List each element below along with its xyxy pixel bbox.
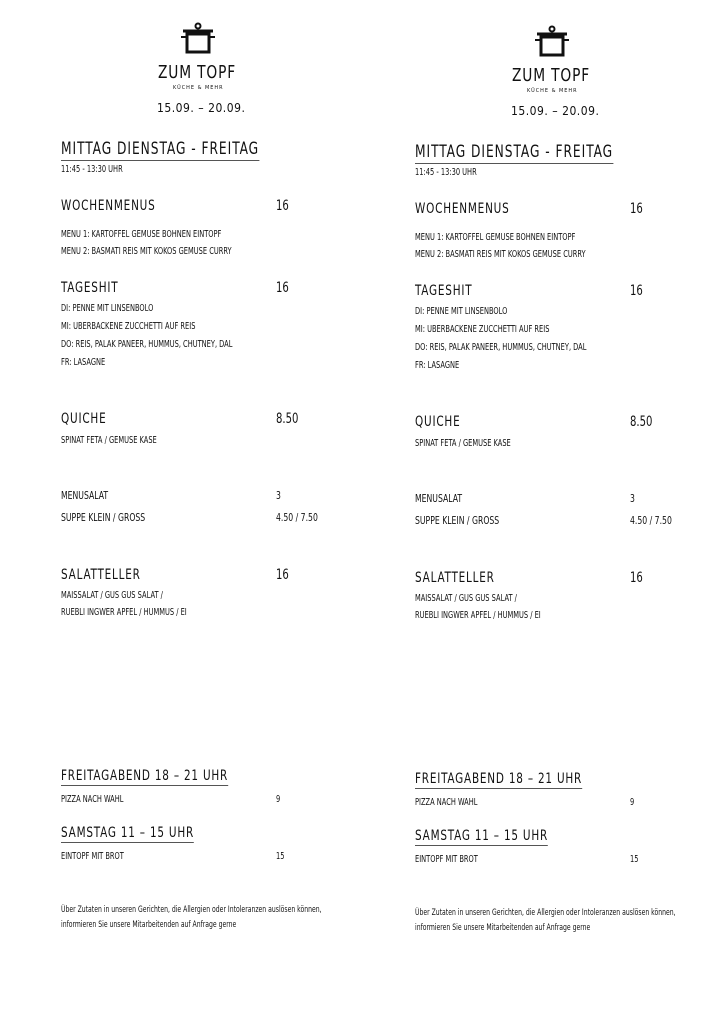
wochenmenus-price: 16 [630,201,643,217]
freitag-price: 9 [276,794,281,805]
samstag-price: 15 [630,854,639,865]
tageshit-price: 16 [630,283,643,299]
date-range: 15.09. – 20.09. [157,101,246,115]
quiche-price: 8.50 [630,414,653,430]
lunch-heading: MITTAG DIENSTAG - FREITAG [61,139,260,159]
wochenmenu-item-1: MENU 1: KARTOFFEL GEMÜSE BOHNEN EINTOPF [415,232,576,243]
samstag-price: 15 [276,851,285,862]
pot-logo-icon [533,25,571,57]
lunch-hours: 11:45 - 13:30 UHR [415,167,477,178]
suppe-label: SUPPE KLEIN / GROSS [415,514,500,527]
date-range: 15.09. – 20.09. [511,104,600,118]
wochenmenus-title: WOCHENMENUS [61,198,156,214]
tageshit-item: FR: LASAGNE [61,357,106,368]
brand-name: ZUM TOPF [512,65,591,86]
salatteller-line: MAISSALAT / GUS GUS SALAT / [61,590,163,601]
freitag-item: PIZZA NACH WAHL [61,794,124,805]
quiche-title: QUICHE [415,414,461,430]
menusalat-price: 3 [630,492,635,505]
samstag-heading: SAMSTAG 11 – 15 UHR [61,825,195,841]
tageshit-title: TAGESHIT [415,283,473,299]
menu-page-left [0,0,340,1024]
pot-logo-icon [179,22,217,54]
salatteller-line: MAISSALAT / GUS GUS SALAT / [415,593,517,604]
quiche-price: 8.50 [276,411,299,427]
allergy-note: Über Zutaten in unseren Gerichten, die Allergien oder Intoleranzen auslösen können, informieren Sie unsere Mitarbeitenden auf Anfrage gerne [61,905,322,930]
tageshit-item: DI: PENNE MIT LINSENBOLO [415,306,508,317]
tageshit-item: MI: ÜBERBACKENE ZUCCHETTI AUF REIS [415,324,550,335]
quiche-desc: SPINAT FETA / GEMÜSE KÄSE [415,438,511,449]
salatteller-price: 16 [630,570,643,586]
menusalat-label: MENUSALAT [61,489,109,502]
menusalat-price: 3 [276,489,281,502]
allergy-note: Über Zutaten in unseren Gerichten, die Allergien oder Intoleranzen auslösen können, informieren Sie unsere Mitarbeitenden auf Anfrage gerne [415,908,676,933]
tageshit-title: TAGESHIT [61,280,119,296]
samstag-heading: SAMSTAG 11 – 15 UHR [415,828,549,844]
brand-name: ZUM TOPF [158,62,237,83]
suppe-label: SUPPE KLEIN / GROSS [61,511,146,524]
wochenmenus-price: 16 [276,198,289,214]
lunch-heading: MITTAG DIENSTAG - FREITAG [415,142,614,162]
salatteller-title: SALATTELLER [61,567,141,583]
salatteller-line: RÜEBLI INGWER APFEL / HUMMUS / EI [61,607,187,618]
wochenmenu-item-1: MENU 1: KARTOFFEL GEMÜSE BOHNEN EINTOPF [61,229,222,240]
menusalat-label: MENUSALAT [415,492,463,505]
quiche-title: QUICHE [61,411,107,427]
lunch-hours: 11:45 - 13:30 UHR [61,164,123,175]
freitag-item: PIZZA NACH WAHL [415,797,478,808]
salatteller-line: RÜEBLI INGWER APFEL / HUMMUS / EI [415,610,541,621]
freitag-heading: FREITAGABEND 18 – 21 UHR [415,771,583,787]
tageshit-item: MI: ÜBERBACKENE ZUCCHETTI AUF REIS [61,321,196,332]
wochenmenus-title: WOCHENMENUS [415,201,510,217]
tageshit-price: 16 [276,280,289,296]
freitag-price: 9 [630,797,635,808]
freitag-heading: FREITAGABEND 18 – 21 UHR [61,768,229,784]
salatteller-title: SALATTELLER [415,570,495,586]
wochenmenu-item-2: MENU 2: BASMATI REIS MIT KOKOS GEMÜSE CURRY [61,246,232,257]
tageshit-item: DI: PENNE MIT LINSENBOLO [61,303,154,314]
brand-tagline: KÜCHE & MEHR [173,85,224,91]
tageshit-item: DO: REIS, PALAK PANEER, HUMMUS, CHUTNEY, DAL [61,339,233,350]
samstag-item: EINTOPF MIT BROT [415,854,478,865]
samstag-item: EINTOPF MIT BROT [61,851,124,862]
tageshit-item: DO: REIS, PALAK PANEER, HUMMUS, CHUTNEY, DAL [415,342,587,353]
quiche-desc: SPINAT FETA / GEMÜSE KÄSE [61,435,157,446]
brand-tagline: KÜCHE & MEHR [527,88,578,94]
wochenmenu-item-2: MENU 2: BASMATI REIS MIT KOKOS GEMÜSE CURRY [415,249,586,260]
salatteller-price: 16 [276,567,289,583]
tageshit-item: FR: LASAGNE [415,360,460,371]
menu-page-right [354,3,694,1027]
suppe-price: 4.50 / 7.50 [276,511,318,524]
suppe-price: 4.50 / 7.50 [630,514,672,527]
